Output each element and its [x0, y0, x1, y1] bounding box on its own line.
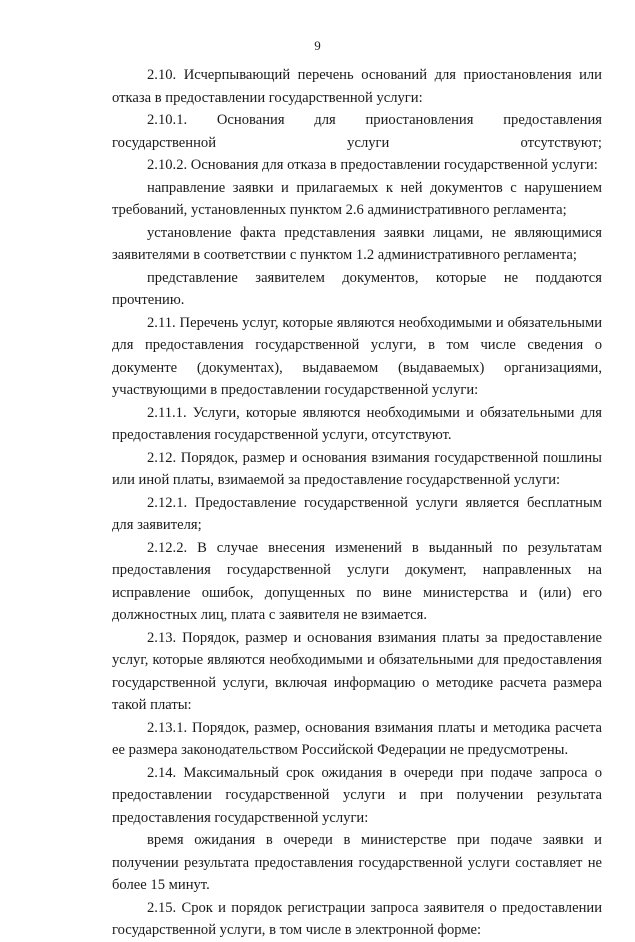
- paragraph-refusal-ground-3: представление заявителем документов, которые не поддаются прочтению.: [112, 269, 602, 308]
- document-body: [112, 64, 602, 942]
- paragraph-2-10-2: 2.10.2. Основания для отказа в предоставлении государственной услуги:: [147, 157, 598, 173]
- paragraph-2-15: 2.15. Срок и порядок регистрации запроса заявителя о предоставлении государственной услуги, в том числе в электронной форме:: [112, 899, 602, 938]
- paragraph-2-13: 2.13. Порядок, размер и основания взимания платы за предоставление услуг, которые являются необходимыми и обязательными для предоставления государственной услуги, включая информацию о методике расчета размера такой платы:: [112, 629, 602, 713]
- paragraph-2-14: 2.14. Максимальный срок ожидания в очереди при подаче запроса о предоставлении государственной услуги и при получении результата предоставления государственной услуги:: [112, 764, 602, 826]
- paragraph-2-12-2: 2.12.2. В случае внесения изменений в выданный по результатам предоставления государственной услуги документ, направленных на исправление ошибок, допущенных по вине министерства и (или) его должностных лиц, плата с заявителя не взимается.: [112, 539, 602, 623]
- paragraph-2-11-1: 2.11.1. Услуги, которые являются необходимыми и обязательными для предоставления государственной услуги, отсутствуют.: [112, 404, 602, 443]
- paragraph-2-12-1: 2.12.1. Предоставление государственной услуги является бесплатным для заявителя;: [112, 494, 602, 533]
- paragraph-2-10-1: 2.10.1. Основания для приостановления предоставления государственной услуги отсутствуют;: [112, 112, 602, 151]
- paragraph-refusal-ground-1: направление заявки и прилагаемых к ней документов с нарушением требований, установленных пунктом 2.6 административного регламента;: [112, 179, 602, 218]
- paragraph-2-11: 2.11. Перечень услуг, которые являются необходимыми и обязательными для предоставления государственной услуги, в том числе сведения о документе (документах), выдаваемом (выдаваемых) организациями, участвующими в предоставлении государственной услуги:: [112, 314, 602, 398]
- paragraph-2-12: 2.12. Порядок, размер и основания взимания государственной пошлины или иной платы, взимаемой за предоставление государственной услуги:: [112, 449, 602, 488]
- paragraph-2-13-1: 2.13.1. Порядок, размер, основания взимания платы и методика расчета ее размера законодательством Российской Федерации не предусмотрены.: [112, 719, 602, 758]
- paragraph-2-10: 2.10. Исчерпывающий перечень оснований для приостановления или отказа в предоставлении государственной услуги:: [112, 67, 602, 106]
- paragraph-waiting-time: время ожидания в очереди в министерстве при подаче заявки и получении результата предоставления государственной услуги составляет не более 15 минут.: [112, 832, 602, 893]
- page-number: 9: [314, 38, 321, 53]
- paragraph-refusal-ground-2: установление факта представления заявки лицами, не являющимися заявителями в соответствии с пунктом 1.2 административного регламента;: [112, 224, 602, 263]
